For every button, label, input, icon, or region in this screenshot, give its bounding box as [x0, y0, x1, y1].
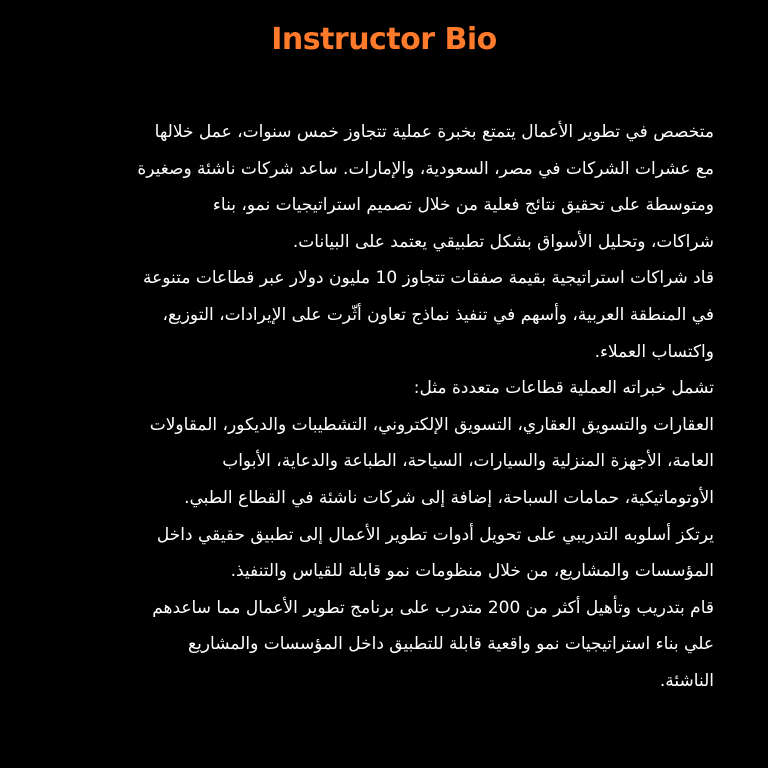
bio-line: العامة، الأجهزة المنزلية والسيارات، السياحة، الطباعة والدعاية، الأبواب [222, 451, 714, 472]
page-title: Instructor Bio [271, 22, 497, 57]
bio-line: يرتكز أسلوبه التدريبي على تحويل أدوات تطوير الأعمال إلى تطبيق حقيقي داخل [156, 524, 714, 545]
bio-line: شراكات، وتحليل الأسواق بشكل تطبيقي يعتمد على البيانات. [292, 231, 714, 252]
bio-line: واكتساب العملاء. [594, 341, 714, 362]
bio-line: في المنطقة العربية، وأسهم في تنفيذ نماذج تعاون أثّرت على الإيرادات، التوزيع، [162, 304, 714, 325]
bio-line: ومتوسطة على تحقيق نتائج فعلية من خلال تصميم استراتيجيات نمو، بناء [212, 195, 714, 216]
bio-line: علي بناء استراتيجيات نمو واقعية قابلة للتطبيق داخل المؤسسات والمشاريع [188, 634, 714, 655]
bio-line: العقارات والتسويق العقاري، التسويق الإلكتروني، التشطيبات والديكور، المقاولات [149, 414, 714, 435]
bio-line: تشمل خبراته العملية قطاعات متعددة مثل: [413, 378, 714, 399]
bio-line: الأوتوماتيكية، حمامات السباحة، إضافة إلى شركات ناشئة في القطاع الطبي. [184, 487, 714, 508]
bio-line: مع عشرات الشركات في مصر، السعودية، والإمارات. ساعد شركات ناشئة وصغيرة [137, 158, 714, 179]
bio-line: الناشئة. [659, 670, 714, 691]
bio-line: المؤسسات والمشاريع، من خلال منظومات نمو قابلة للقياس والتنفيذ. [230, 561, 714, 582]
bio-line: قاد شراكات استراتيجية بقيمة صفقات تتجاوز 10 مليون دولار عبر قطاعات متنوعة [143, 268, 714, 289]
bio-line: قام بتدريب وتأهيل أكثر من 200 متدرب على برنامج تطوير الأعمال مما ساعدهم [152, 597, 714, 618]
bio-line: متخصص في تطوير الأعمال يتمتع بخبرة عملية تتجاوز خمس سنوات، عمل خلالها [154, 122, 714, 142]
bio-text [60, 114, 714, 700]
